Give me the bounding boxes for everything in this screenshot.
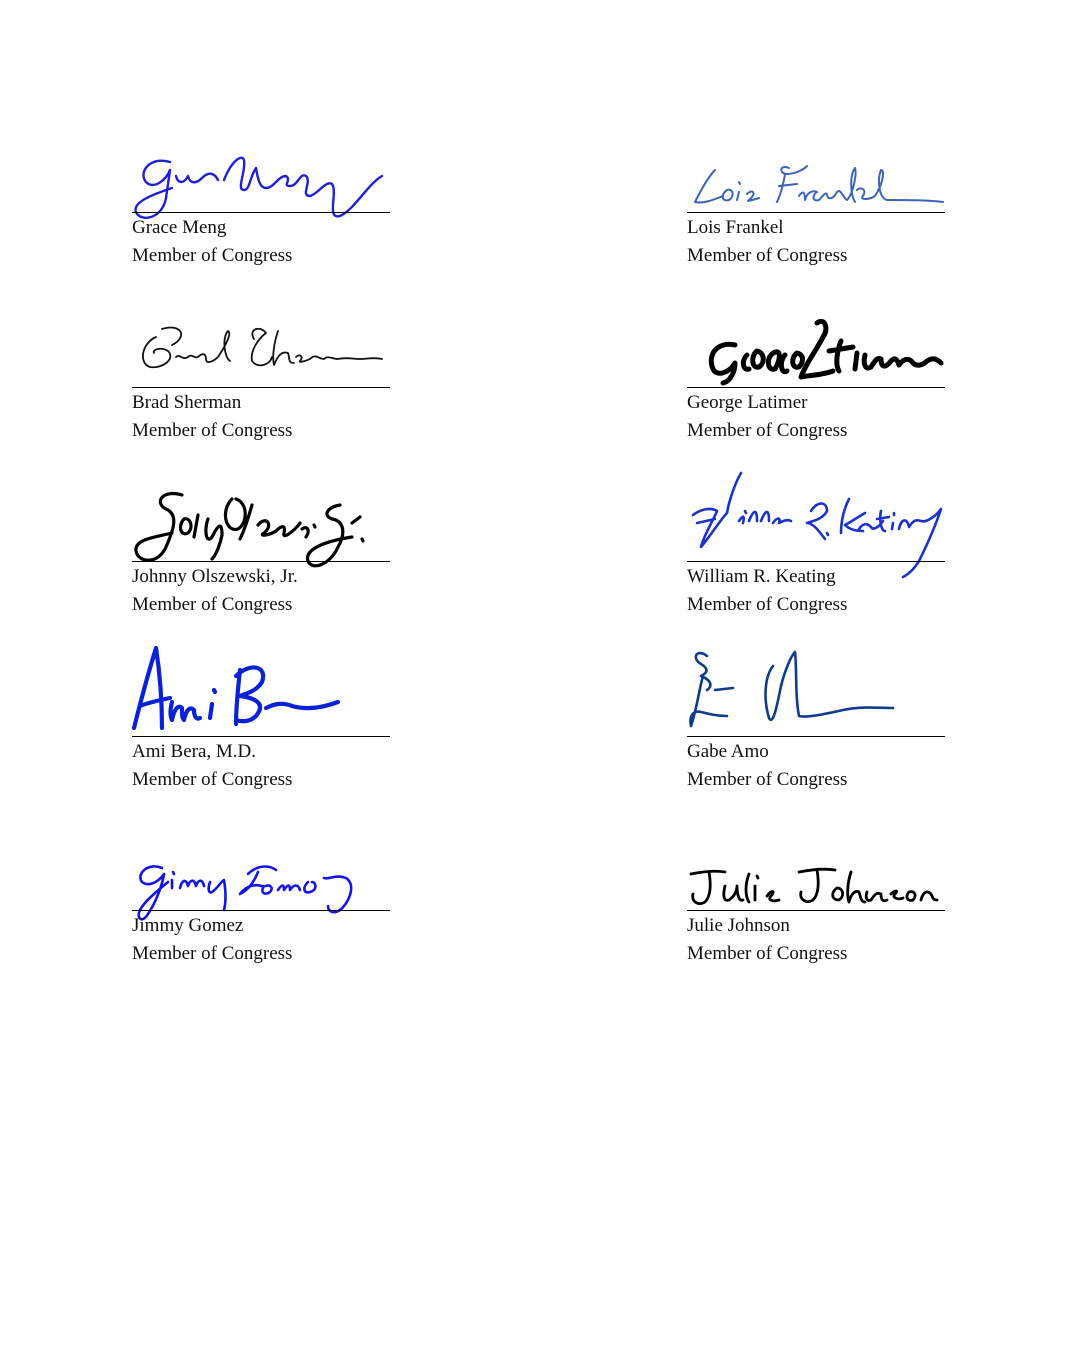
signature-line — [132, 387, 390, 388]
signatory-title: Member of Congress — [132, 594, 293, 615]
signatory-name: Ami Bera, M.D. — [132, 741, 257, 762]
signatory-title: Member of Congress — [132, 420, 293, 441]
signature-line — [687, 212, 945, 213]
handwritten-signature-gabe-amo — [687, 646, 945, 746]
signatory-name: Jimmy Gomez — [132, 915, 244, 936]
signatory-title: Member of Congress — [132, 769, 293, 790]
signatory-title: Member of Congress — [132, 245, 293, 266]
signatory-name: Julie Johnson — [687, 915, 790, 936]
signatory-name: Johnny Olszewski, Jr. — [132, 566, 298, 587]
signatory-title: Member of Congress — [687, 943, 848, 964]
signature-line — [132, 736, 390, 737]
signatory-name: Gabe Amo — [687, 741, 769, 762]
signatory-name: William R. Keating — [687, 566, 836, 587]
signatory-title: Member of Congress — [687, 420, 848, 441]
handwritten-signature-ami-bera — [132, 644, 390, 744]
signature-line — [687, 910, 945, 911]
handwritten-signature-brad-sherman — [132, 323, 390, 393]
signature-line — [687, 561, 945, 562]
signatory-name: Lois Frankel — [687, 217, 784, 238]
signatory-title: Member of Congress — [132, 943, 293, 964]
signature-line — [132, 910, 390, 911]
signature-line — [687, 387, 945, 388]
signatory-title: Member of Congress — [687, 245, 848, 266]
signatory-name: Brad Sherman — [132, 392, 242, 413]
signature-line — [687, 736, 945, 737]
signature-line — [132, 561, 390, 562]
handwritten-signature-william-keating — [687, 471, 945, 581]
signatory-name: George Latimer — [687, 392, 808, 413]
signatory-title: Member of Congress — [687, 769, 848, 790]
signature-line — [132, 212, 390, 213]
signatory-name: Grace Meng — [132, 217, 227, 238]
signatory-title: Member of Congress — [687, 594, 848, 615]
